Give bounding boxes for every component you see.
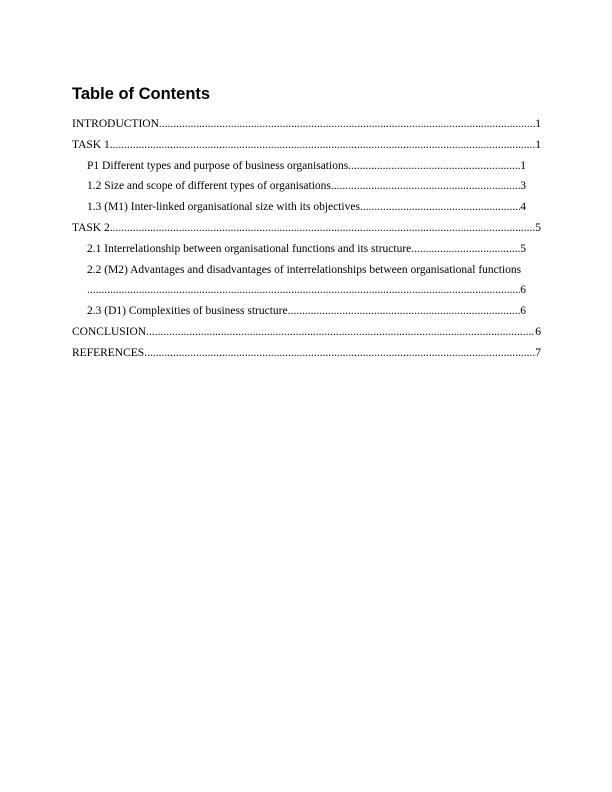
dot-leader — [110, 135, 536, 156]
toc-entry-label: 1.3 (M1) Inter-linked organisational size with its objectives — [87, 201, 360, 214]
toc-entry-label: 1.2 Size and scope of different types of organisations — [87, 180, 331, 193]
table-of-contents — [72, 114, 541, 364]
dot-leader — [144, 343, 535, 364]
dot-leader — [288, 301, 521, 322]
toc-page-number: 7 — [535, 346, 541, 359]
toc-page-number: 1 — [520, 159, 526, 172]
toc-entry-2-2[interactable] — [72, 260, 541, 302]
toc-entry-label: 2.1 Interrelationship between organisational functions and its structure — [87, 242, 412, 255]
toc-entry-label: 2.2 (M2) Advantages and disadvantages of interrelationships between organisational functions — [87, 263, 522, 276]
toc-page-number: 6 — [535, 325, 541, 338]
toc-page-number: 3 — [520, 180, 526, 193]
dot-leader — [146, 322, 535, 343]
toc-page-number: 5 — [520, 242, 526, 255]
toc-entry-1-2[interactable] — [72, 176, 526, 197]
toc-page-number: 1 — [535, 138, 541, 151]
toc-entry-conclusion[interactable] — [72, 322, 541, 343]
toc-entry-references[interactable] — [72, 343, 541, 364]
toc-entry-label: TASK 2 — [72, 221, 110, 234]
toc-entry-introduction[interactable] — [72, 114, 541, 135]
toc-entry-1-3[interactable] — [72, 197, 526, 218]
dot-leader — [411, 239, 520, 260]
dot-leader — [87, 280, 520, 301]
toc-page-number: 6 — [520, 284, 526, 297]
dot-leader — [360, 197, 520, 218]
toc-page-number: 1 — [535, 118, 541, 130]
toc-entry-label: CONCLUSION — [72, 325, 147, 338]
toc-page-number: 4 — [520, 201, 526, 214]
toc-entry-2-3[interactable] — [72, 301, 526, 322]
toc-entry-label: REFERENCES — [72, 346, 145, 359]
toc-page-number: 6 — [520, 305, 526, 318]
dot-leader — [331, 176, 520, 197]
toc-entry-label: INTRODUCTION — [72, 118, 159, 130]
dot-leader — [159, 114, 535, 135]
toc-page-number: 5 — [535, 221, 541, 234]
toc-entry-task-2[interactable] — [72, 218, 541, 239]
toc-title: Table of Contents — [72, 85, 211, 103]
dot-leader — [348, 156, 520, 177]
toc-entry-p1[interactable] — [72, 156, 526, 177]
toc-entry-label: P1 Different types and purpose of business organisations — [87, 159, 349, 172]
toc-entry-task-1[interactable] — [72, 135, 541, 156]
toc-entry-2-1[interactable] — [72, 239, 526, 260]
dot-leader — [110, 218, 536, 239]
toc-entry-label: TASK 1 — [72, 138, 110, 151]
toc-entry-label: 2.3 (D1) Complexities of business structure — [87, 305, 288, 318]
